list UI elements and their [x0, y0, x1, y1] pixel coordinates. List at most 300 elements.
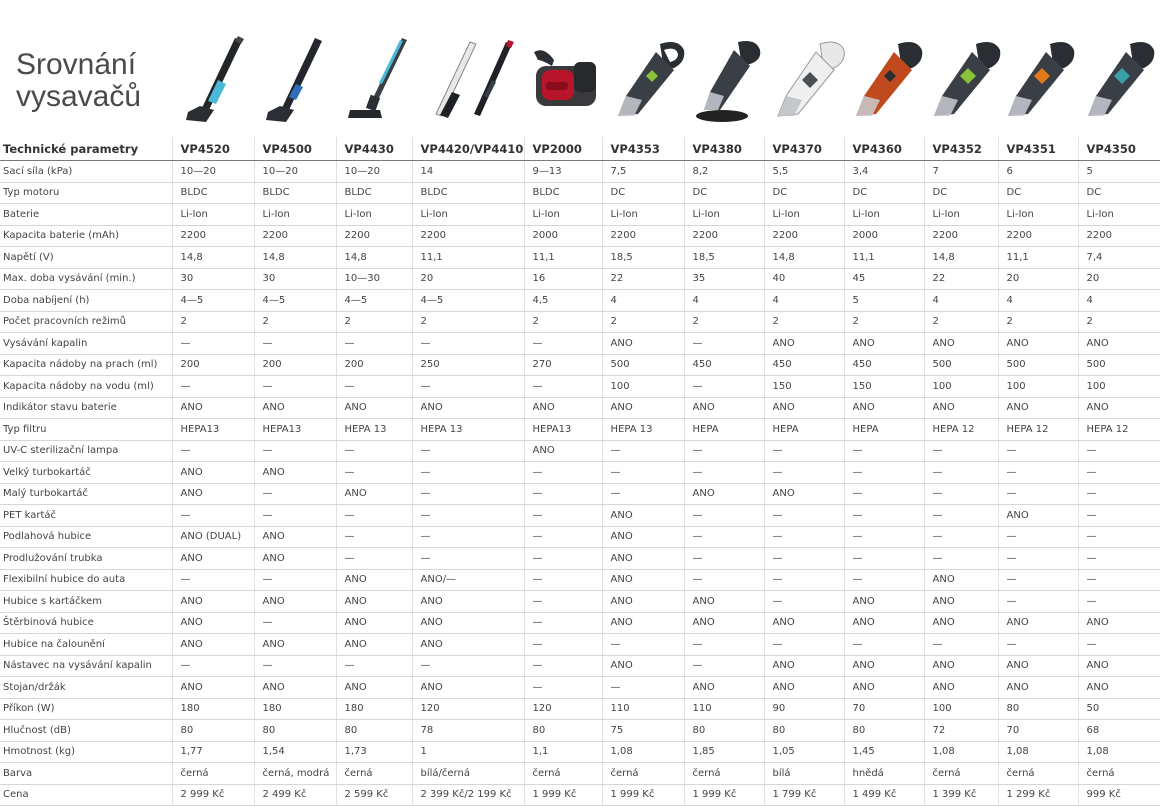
table-cell: 20 — [1078, 268, 1160, 290]
table-cell: — — [1078, 548, 1160, 570]
table-cell: ANO — [684, 612, 764, 634]
table-cell: — — [924, 526, 998, 548]
table-cell: — — [254, 440, 336, 462]
table-row — [0, 462, 1160, 484]
table-cell: ANO — [602, 612, 684, 634]
table-cell: 4 — [924, 290, 998, 312]
table-cell: 5 — [1078, 161, 1160, 183]
table-cell: 80 — [172, 720, 254, 742]
table-cell: ANO — [336, 612, 412, 634]
row-label: Štěrbinová hubice — [0, 612, 172, 634]
table-row — [0, 784, 1160, 806]
table-row — [0, 376, 1160, 398]
table-cell: 2 — [1078, 311, 1160, 333]
table-row — [0, 182, 1160, 204]
table-cell: černá, modrá — [254, 763, 336, 785]
table-cell: ANO — [1078, 612, 1160, 634]
row-label: Hmotnost (kg) — [0, 741, 172, 763]
table-cell: 1,54 — [254, 741, 336, 763]
table-cell: — — [602, 483, 684, 505]
table-cell: ANO — [172, 397, 254, 419]
row-label: Velký turbokartáč — [0, 462, 172, 484]
table-row — [0, 634, 1160, 656]
table-cell: 2 — [336, 311, 412, 333]
table-cell: — — [524, 677, 602, 699]
table-cell: 6 — [998, 161, 1078, 183]
table-cell: ANO — [602, 505, 684, 527]
row-label: Nástavec na vysávání kapalin — [0, 655, 172, 677]
stick-vacuum-black-blue-icon — [258, 30, 332, 130]
header-model: VP4380 — [684, 137, 764, 161]
table-cell: DC — [684, 182, 764, 204]
table-cell: ANO — [1078, 333, 1160, 355]
handheld-vacuum-brown-icon — [850, 30, 926, 130]
table-cell: — — [924, 505, 998, 527]
table-cell: ANO — [412, 591, 524, 613]
table-cell: — — [524, 548, 602, 570]
table-cell: — — [684, 569, 764, 591]
table-cell: ANO — [998, 677, 1078, 699]
table-cell: — — [412, 462, 524, 484]
table-cell: 500 — [924, 354, 998, 376]
table-cell: Li-Ion — [684, 204, 764, 226]
table-cell: DC — [1078, 182, 1160, 204]
table-cell: černá — [1078, 763, 1160, 785]
table-cell: ANO — [336, 634, 412, 656]
table-cell: — — [172, 655, 254, 677]
row-label: Doba nabíjení (h) — [0, 290, 172, 312]
table-cell: 2200 — [412, 225, 524, 247]
table-cell: 8,2 — [684, 161, 764, 183]
table-cell: — — [998, 440, 1078, 462]
table-cell: ANO — [412, 677, 524, 699]
comparison-table — [0, 137, 1160, 806]
table-row — [0, 741, 1160, 763]
table-cell: 7 — [924, 161, 998, 183]
table-cell: 2200 — [336, 225, 412, 247]
row-label: Barva — [0, 763, 172, 785]
table-cell: 2 499 Kč — [254, 784, 336, 806]
table-cell: ANO — [998, 655, 1078, 677]
table-row — [0, 290, 1160, 312]
table-cell: 100 — [924, 698, 998, 720]
table-cell: — — [524, 569, 602, 591]
table-cell: 200 — [336, 354, 412, 376]
row-label: Typ motoru — [0, 182, 172, 204]
table-cell: ANO — [336, 569, 412, 591]
table-cell: — — [524, 655, 602, 677]
table-cell: ANO — [924, 612, 998, 634]
header-model: VP4352 — [924, 137, 998, 161]
table-cell: BLDC — [412, 182, 524, 204]
table-row — [0, 397, 1160, 419]
table-cell: ANO — [998, 505, 1078, 527]
table-cell: — — [254, 569, 336, 591]
table-cell: — — [336, 526, 412, 548]
table-row — [0, 548, 1160, 570]
table-cell: 500 — [1078, 354, 1160, 376]
table-cell: 4 — [1078, 290, 1160, 312]
table-cell: — — [684, 548, 764, 570]
row-label: Stojan/držák — [0, 677, 172, 699]
table-cell: — — [924, 440, 998, 462]
table-cell: — — [764, 526, 844, 548]
page-title-line2: vysavačů — [16, 80, 142, 113]
table-cell: 2 — [254, 311, 336, 333]
row-label: Malý turbokartáč — [0, 483, 172, 505]
table-cell: Li-Ion — [602, 204, 684, 226]
table-cell: HEPA 12 — [998, 419, 1078, 441]
table-cell: 1,08 — [924, 741, 998, 763]
table-cell: 150 — [844, 376, 924, 398]
table-cell: 110 — [684, 698, 764, 720]
table-cell: 999 Kč — [1078, 784, 1160, 806]
table-cell: 45 — [844, 268, 924, 290]
table-cell: ANO — [336, 397, 412, 419]
table-cell: 14 — [412, 161, 524, 183]
table-cell: 20 — [412, 268, 524, 290]
table-cell: ANO — [602, 333, 684, 355]
table-cell: — — [336, 655, 412, 677]
table-cell: Li-Ion — [924, 204, 998, 226]
table-cell: 1 299 Kč — [998, 784, 1078, 806]
table-cell: 2 — [924, 311, 998, 333]
table-header-row — [0, 137, 1160, 161]
table-cell: ANO — [172, 591, 254, 613]
table-cell: — — [844, 569, 924, 591]
table-cell: 11,1 — [412, 247, 524, 269]
header-model: VP4370 — [764, 137, 844, 161]
table-cell: ANO — [336, 483, 412, 505]
table-cell: — — [412, 333, 524, 355]
table-cell: 14,8 — [336, 247, 412, 269]
table-row — [0, 483, 1160, 505]
table-cell: ANO — [924, 333, 998, 355]
table-cell: — — [998, 591, 1078, 613]
table-cell: — — [924, 548, 998, 570]
table-cell: 80 — [524, 720, 602, 742]
table-row — [0, 419, 1160, 441]
table-row — [0, 225, 1160, 247]
table-cell: 20 — [998, 268, 1078, 290]
table-cell: bílá — [764, 763, 844, 785]
table-cell: ANO — [684, 483, 764, 505]
table-cell: ANO — [1078, 655, 1160, 677]
table-cell: ANO — [844, 655, 924, 677]
table-cell: ANO — [1078, 677, 1160, 699]
table-cell: Li-Ion — [844, 204, 924, 226]
row-label: UV-C sterilizační lampa — [0, 440, 172, 462]
table-cell: 1,45 — [844, 741, 924, 763]
table-cell: 1,77 — [172, 741, 254, 763]
table-row — [0, 655, 1160, 677]
table-cell: — — [924, 462, 998, 484]
table-cell: — — [764, 591, 844, 613]
table-cell: 2200 — [1078, 225, 1160, 247]
table-cell: 80 — [684, 720, 764, 742]
row-label: Flexibilní hubice do auta — [0, 569, 172, 591]
header-model: VP4350 — [1078, 137, 1160, 161]
table-cell: ANO — [254, 677, 336, 699]
table-cell: ANO — [1078, 397, 1160, 419]
table-cell: ANO — [844, 612, 924, 634]
table-cell: 2200 — [254, 225, 336, 247]
table-cell: — — [924, 483, 998, 505]
table-cell: ANO — [998, 333, 1078, 355]
table-cell: — — [524, 333, 602, 355]
table-cell: 2200 — [602, 225, 684, 247]
table-cell: 1,85 — [684, 741, 764, 763]
table-cell: 14,8 — [924, 247, 998, 269]
table-cell: ANO — [924, 655, 998, 677]
table-cell: ANO — [924, 397, 998, 419]
table-cell: ANO — [764, 397, 844, 419]
row-label: Typ filtru — [0, 419, 172, 441]
table-cell: ANO — [998, 397, 1078, 419]
table-cell: 2 — [412, 311, 524, 333]
table-cell: 14,8 — [254, 247, 336, 269]
table-cell: — — [254, 612, 336, 634]
table-cell: ANO — [254, 548, 336, 570]
table-row — [0, 354, 1160, 376]
table-cell: 90 — [764, 698, 844, 720]
table-cell: ANO — [764, 483, 844, 505]
table-cell: ANO — [254, 634, 336, 656]
row-label: Sací síla (kPa) — [0, 161, 172, 183]
header-model: VP4520 — [172, 137, 254, 161]
table-cell: BLDC — [254, 182, 336, 204]
table-cell: — — [1078, 462, 1160, 484]
table-row — [0, 311, 1160, 333]
table-cell: Li-Ion — [1078, 204, 1160, 226]
table-cell: 100 — [1078, 376, 1160, 398]
table-cell: černá — [924, 763, 998, 785]
table-cell: 75 — [602, 720, 684, 742]
table-cell: — — [524, 612, 602, 634]
table-cell: HEPA — [844, 419, 924, 441]
handheld-vacuum-white-icon — [772, 30, 848, 130]
table-cell: 2200 — [998, 225, 1078, 247]
table-cell: HEPA 13 — [412, 419, 524, 441]
table-cell: — — [524, 483, 602, 505]
table-cell: — — [684, 462, 764, 484]
table-cell: 4 — [764, 290, 844, 312]
table-cell: 1 499 Kč — [844, 784, 924, 806]
table-cell: 1 399 Kč — [924, 784, 998, 806]
table-cell: ANO — [844, 397, 924, 419]
handheld-vacuum-stand-icon — [692, 30, 768, 130]
table-cell: 80 — [336, 720, 412, 742]
table-cell: 4 — [684, 290, 764, 312]
table-cell: 18,5 — [602, 247, 684, 269]
table-cell: ANO — [602, 591, 684, 613]
table-cell: — — [844, 526, 924, 548]
table-cell: ANO — [924, 591, 998, 613]
row-label: Cena — [0, 784, 172, 806]
table-cell: ANO — [172, 548, 254, 570]
table-cell: — — [524, 634, 602, 656]
table-cell: černá — [684, 763, 764, 785]
table-cell: — — [998, 462, 1078, 484]
table-cell: — — [684, 333, 764, 355]
table-cell: — — [844, 462, 924, 484]
table-row — [0, 569, 1160, 591]
table-cell: 150 — [764, 376, 844, 398]
table-cell: — — [412, 526, 524, 548]
table-cell: 7,4 — [1078, 247, 1160, 269]
table-cell: 1 — [412, 741, 524, 763]
table-cell: 10—20 — [172, 161, 254, 183]
table-cell: ANO — [998, 612, 1078, 634]
table-cell: — — [1078, 634, 1160, 656]
table-cell: ANO (DUAL) — [172, 526, 254, 548]
table-cell: — — [412, 376, 524, 398]
header-model: VP4500 — [254, 137, 336, 161]
table-cell: 2 — [764, 311, 844, 333]
table-row — [0, 526, 1160, 548]
table-cell: 72 — [924, 720, 998, 742]
table-cell: 500 — [602, 354, 684, 376]
table-cell: 450 — [684, 354, 764, 376]
table-cell: 2 399 Kč/2 199 Kč — [412, 784, 524, 806]
table-cell: — — [254, 376, 336, 398]
table-cell: 4—5 — [254, 290, 336, 312]
table-cell: 450 — [764, 354, 844, 376]
table-cell: 1 999 Kč — [602, 784, 684, 806]
table-cell: — — [172, 333, 254, 355]
table-cell: 1,05 — [764, 741, 844, 763]
table-cell: HEPA 12 — [1078, 419, 1160, 441]
header-model: VP2000 — [524, 137, 602, 161]
table-cell: — — [602, 677, 684, 699]
table-cell: ANO — [764, 655, 844, 677]
table-cell: BLDC — [336, 182, 412, 204]
table-cell: 70 — [998, 720, 1078, 742]
table-cell: — — [172, 440, 254, 462]
table-cell: 2 — [998, 311, 1078, 333]
table-cell: — — [764, 440, 844, 462]
row-label: Prodlužování trubka — [0, 548, 172, 570]
table-cell: ANO — [172, 677, 254, 699]
table-cell: — — [524, 462, 602, 484]
table-cell: ANO — [172, 634, 254, 656]
row-label: Hubice s kartáčkem — [0, 591, 172, 613]
table-cell: 180 — [172, 698, 254, 720]
table-cell: — — [254, 655, 336, 677]
table-cell: — — [412, 440, 524, 462]
table-cell: 250 — [412, 354, 524, 376]
table-cell: ANO — [684, 591, 764, 613]
table-cell: HEPA — [764, 419, 844, 441]
table-cell: 200 — [172, 354, 254, 376]
table-cell: ANO — [172, 483, 254, 505]
table-cell: DC — [844, 182, 924, 204]
table-cell: 200 — [254, 354, 336, 376]
table-cell: ANO — [412, 612, 524, 634]
table-cell: ANO — [336, 591, 412, 613]
table-cell: 2 — [602, 311, 684, 333]
table-cell: — — [844, 483, 924, 505]
table-cell: 180 — [336, 698, 412, 720]
table-row — [0, 505, 1160, 527]
table-cell: Li-Ion — [336, 204, 412, 226]
table-cell: 11,1 — [844, 247, 924, 269]
table-cell: ANO — [684, 677, 764, 699]
table-cell: 4 — [998, 290, 1078, 312]
table-cell: černá — [998, 763, 1078, 785]
table-cell: ANO — [172, 612, 254, 634]
table-cell: — — [1078, 591, 1160, 613]
table-cell: — — [844, 634, 924, 656]
header-model: VP4353 — [602, 137, 684, 161]
table-cell: — — [602, 634, 684, 656]
table-cell: 120 — [412, 698, 524, 720]
table-cell: — — [1078, 569, 1160, 591]
table-cell: — — [172, 569, 254, 591]
table-cell: HEPA13 — [254, 419, 336, 441]
table-cell: — — [1078, 526, 1160, 548]
mattress-vacuum-icon — [528, 30, 602, 130]
table-cell: — — [924, 634, 998, 656]
table-cell: ANO — [844, 591, 924, 613]
table-cell: ANO — [924, 569, 998, 591]
table-cell: ANO — [412, 397, 524, 419]
table-cell: — — [764, 634, 844, 656]
table-cell: 10—30 — [336, 268, 412, 290]
table-cell: — — [764, 548, 844, 570]
table-cell: 2000 — [844, 225, 924, 247]
table-cell: 16 — [524, 268, 602, 290]
table-cell: ANO — [524, 440, 602, 462]
table-cell: 2 — [844, 311, 924, 333]
row-label: Vysávání kapalin — [0, 333, 172, 355]
row-label: Max. doba vysávání (min.) — [0, 268, 172, 290]
row-label: Příkon (W) — [0, 698, 172, 720]
table-cell: BLDC — [172, 182, 254, 204]
table-cell: — — [684, 526, 764, 548]
table-cell: — — [844, 548, 924, 570]
table-cell: DC — [602, 182, 684, 204]
table-cell: HEPA 13 — [336, 419, 412, 441]
row-label: Baterie — [0, 204, 172, 226]
table-cell: 1,1 — [524, 741, 602, 763]
row-label: Kapacita nádoby na prach (ml) — [0, 354, 172, 376]
row-label: Kapacita baterie (mAh) — [0, 225, 172, 247]
table-cell: ANO — [924, 677, 998, 699]
table-cell: HEPA 13 — [602, 419, 684, 441]
table-cell: 22 — [602, 268, 684, 290]
table-cell: ANO/— — [412, 569, 524, 591]
table-cell: 2 — [684, 311, 764, 333]
table-cell: 10—20 — [336, 161, 412, 183]
table-cell: HEPA13 — [172, 419, 254, 441]
table-cell: 100 — [602, 376, 684, 398]
table-cell: 1 999 Kč — [684, 784, 764, 806]
table-cell: — — [764, 505, 844, 527]
table-cell: 30 — [254, 268, 336, 290]
table-cell: 7,5 — [602, 161, 684, 183]
table-cell: Li-Ion — [524, 204, 602, 226]
header-model: VP4360 — [844, 137, 924, 161]
row-label: Počet pracovních režimů — [0, 311, 172, 333]
table-cell: DC — [924, 182, 998, 204]
table-cell: ANO — [844, 677, 924, 699]
table-cell: 180 — [254, 698, 336, 720]
row-label: Hubice na čalounění — [0, 634, 172, 656]
table-cell: 70 — [844, 698, 924, 720]
row-label: PET kartáč — [0, 505, 172, 527]
table-cell: 100 — [998, 376, 1078, 398]
